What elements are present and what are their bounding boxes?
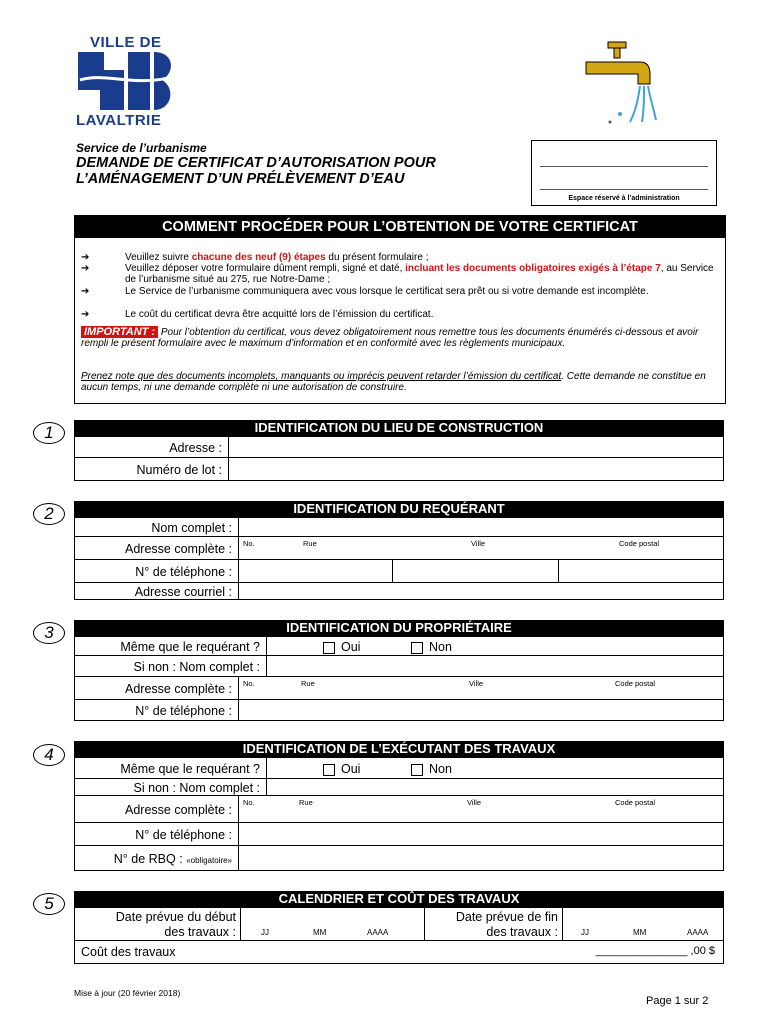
field-label: Si non : Nom complet :	[75, 779, 267, 795]
form-row	[74, 655, 724, 677]
arrow-icon: ➔	[81, 252, 90, 263]
logo-text-top: VILLE DE	[90, 34, 162, 51]
step-number-2: 2	[33, 503, 65, 525]
form-row	[74, 845, 724, 871]
contractor-rbq-field[interactable]	[239, 846, 723, 870]
section-3-title: IDENTIFICATION DU PROPRIÉTAIRE	[74, 620, 724, 636]
step-number-1: 1	[33, 422, 65, 444]
important-note: IMPORTANT : Pour l’obtention du certificat, vous devez obligatoirement nous remettre tous les documents énumérés ci-dessous et avoir rempli le présent formulaire avec le maximum d’information et en conformité avec les règlements municipaux.	[81, 326, 699, 349]
field-label: Adresse complète :	[75, 677, 239, 699]
contractor-name-field[interactable]	[267, 779, 723, 795]
owner-yes-checkbox[interactable]: Oui	[323, 637, 360, 657]
update-date: Mise à jour (20 février 2018)	[74, 988, 181, 998]
step-number-4: 4	[33, 744, 65, 766]
admin-label: Espace réservé à l’administration	[568, 195, 680, 202]
document-title	[76, 155, 436, 187]
field-label: Adresse complète :	[75, 537, 239, 559]
service-label: Service de l’urbanisme	[76, 141, 207, 155]
section-5-title: CALENDRIER ET COÛT DES TRAVAUX	[74, 891, 724, 907]
lot-number-field[interactable]	[229, 458, 723, 480]
form-row	[74, 757, 724, 779]
admin-reserved-box	[531, 140, 717, 206]
contractor-address-field[interactable]: No. Rue Ville Code postal	[243, 798, 656, 807]
owner-name-field[interactable]	[267, 656, 723, 676]
arrow-icon: ➔	[81, 309, 90, 320]
field-label: Si non : Nom complet :	[75, 656, 267, 676]
end-date-field[interactable]: JJ MM AAAA	[581, 928, 709, 937]
form-row	[74, 778, 724, 796]
form-row	[74, 907, 724, 941]
form-row	[74, 795, 724, 823]
form-row	[74, 517, 724, 537]
form-row	[74, 436, 724, 458]
requester-phone-field-1[interactable]	[239, 560, 393, 582]
title-line-1: DEMANDE DE CERTIFICAT D’AUTORISATION POUR	[76, 155, 436, 171]
instructions-heading: COMMENT PROCÉDER POUR L’OBTENTION DE VOTRE CERTIFICAT	[75, 216, 725, 238]
section-4-title: IDENTIFICATION DE L’EXÉCUTANT DES TRAVAUX	[74, 741, 724, 757]
field-label: Adresse courriel :	[75, 583, 239, 599]
owner-same-choice	[267, 637, 723, 655]
requester-name-field[interactable]	[239, 518, 723, 536]
section-1-title: IDENTIFICATION DU LIEU DE CONSTRUCTION	[74, 420, 724, 436]
field-label: Numéro de lot :	[75, 458, 229, 480]
faucet-icon	[580, 40, 672, 130]
contractor-no-checkbox[interactable]: Non	[411, 758, 452, 780]
requester-phone-field-2[interactable]	[393, 560, 559, 582]
requester-address-field[interactable]: No. Rue Ville Code postal	[243, 539, 660, 548]
instructions-box: COMMENT PROCÉDER POUR L’OBTENTION DE VOTRE CERTIFICAT ➔ Veuillez suivre chacune des neuf (9) étapes du présent formulaire ; ➔ Veuillez déposer votre formulaire dûment rempli, signé et daté, incluant les documents obligatoires exigés à l’étape 7, au Service de l’urbanisme situé au 275, rue Notre-Dame ; ➔ Le Service de l’urbanisme communiquera avec vous lorsque le certificat sera prêt ou si votre demande est incomplète. ➔ Le coût du certificat devra être acquitté lors de l’émission du certificat. IMPORTANT : Pour l’obtention du certificat, vous devez obligatoirement nous remettre tous les documents énumérés ci-dessous et avoir rempli le présent formulaire avec le maximum d’information et en conformité avec les règlements municipaux. Prenez note que des documents incomplets, manquants ou imprécis peuvent retarder l’émission du certificat. Cette demande ne constitue en aucun temps, ni une demande complète ni une autorisation de construire.	[74, 215, 726, 404]
form-row	[74, 676, 724, 700]
important-badge: IMPORTANT :	[81, 326, 158, 338]
owner-address-field[interactable]: No. Rue Ville Code postal	[243, 679, 656, 688]
field-label: Adresse :	[75, 437, 229, 457]
form-row	[74, 559, 724, 583]
field-label: N° de RBQ : «obligatoire»	[75, 846, 239, 870]
owner-phone-field[interactable]	[239, 700, 723, 720]
cost-field[interactable]: _______________ ,00 $	[595, 945, 715, 957]
city-logo	[76, 50, 180, 112]
form-row	[74, 822, 724, 846]
step-number-3: 3	[33, 622, 65, 644]
form-row	[74, 699, 724, 721]
field-label: Adresse complète :	[75, 796, 239, 822]
arrow-icon: ➔	[81, 263, 90, 274]
contractor-phone-field[interactable]	[239, 823, 723, 845]
field-label: N° de téléphone :	[75, 823, 239, 845]
requester-email-field[interactable]	[239, 583, 723, 599]
cost-label: Coût des travaux	[81, 945, 176, 959]
owner-no-checkbox[interactable]: Non	[411, 637, 452, 657]
arrow-icon: ➔	[81, 286, 90, 297]
construction-address-field[interactable]	[229, 437, 723, 457]
start-date-label: Date prévue du début des travaux :	[75, 908, 241, 940]
form-row	[74, 536, 724, 560]
field-label: N° de téléphone :	[75, 560, 239, 582]
field-label: Même que le requérant ?	[75, 758, 267, 778]
logo-text-bottom: LAVALTRIE	[76, 112, 162, 129]
field-label: N° de téléphone :	[75, 700, 239, 720]
form-row	[74, 636, 724, 656]
field-label: Même que le requérant ?	[75, 637, 267, 655]
title-line-2: L’AMÉNAGEMENT D’UN PRÉLÈVEMENT D’EAU	[76, 171, 405, 187]
field-label: Nom complet :	[75, 518, 239, 536]
page-number: Page 1 sur 2	[646, 995, 709, 1007]
delay-note: Prenez note que des documents incomplets, manquants ou imprécis peuvent retarder l’émission du certificat. Cette demande ne constitue en aucun temps, ni une demande complète ni une autorisation de construire.	[81, 371, 706, 393]
start-date-field[interactable]: JJ MM AAAA	[241, 908, 425, 940]
form-row	[74, 457, 724, 481]
step-number-5: 5	[33, 893, 65, 915]
form-row	[74, 940, 724, 964]
contractor-same-choice	[267, 758, 723, 778]
section-2-title: IDENTIFICATION DU REQUÉRANT	[74, 501, 724, 517]
form-row	[74, 582, 724, 600]
end-date-label: Date prévue de fin des travaux :	[425, 908, 563, 940]
requester-phone-field-3[interactable]	[559, 560, 723, 582]
contractor-yes-checkbox[interactable]: Oui	[323, 758, 360, 780]
